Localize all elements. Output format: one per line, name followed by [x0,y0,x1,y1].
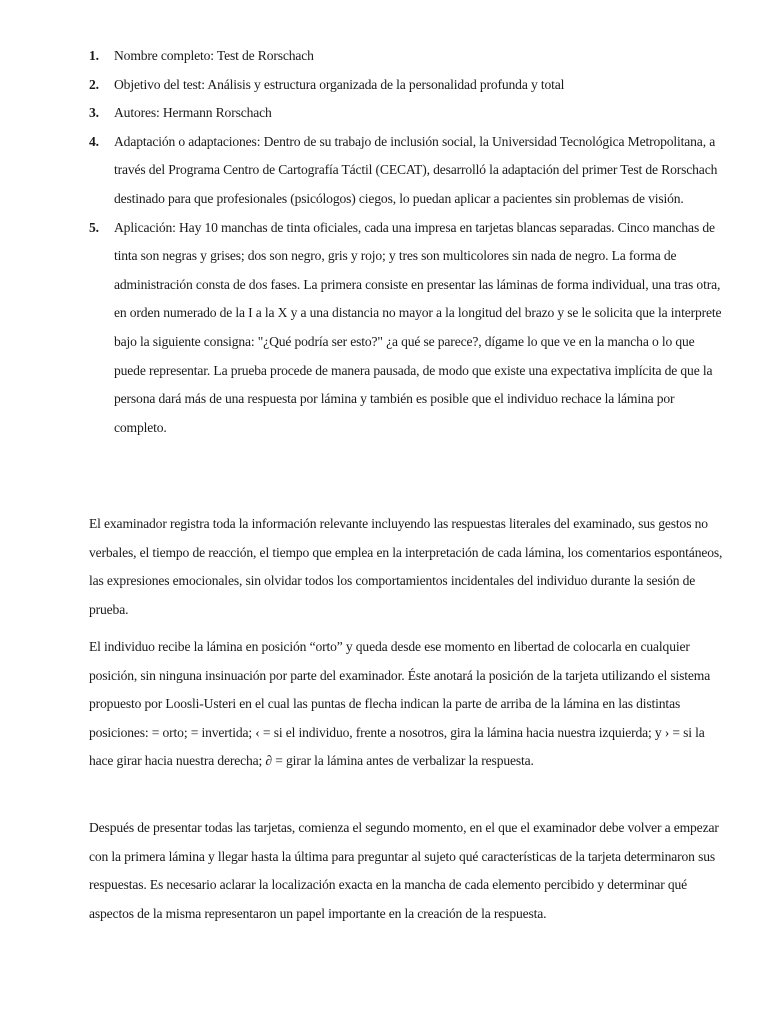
list-item [89,71,729,100]
body-paragraph: El individuo recibe la lámina en posición “orto” y queda desde ese momento en libertad de colocarla en cualquier posición, sin ninguna insinuación por parte del examinador. Éste anotará la posición de la tarjeta utilizando el sistema propuesto por Loosli-Usteri en el cual las puntas de flecha indican la parte de arriba de la lámina en las distintas posiciones: = orto; = invertida; ‹ = si el individuo, frente a nosotros, gira la lámina hacia nuestra izquierda; y › = si la hace girar hacia nuestra derecha; ∂ = girar la lámina antes de verbalizar la respuesta. [89,639,711,769]
list-item [89,42,729,71]
list-item-text: Aplicación: Hay 10 manchas de tinta oficiales, cada una impresa en tarjetas blancas separadas. Cinco manchas de tinta son negras y grises; dos son negro, gris y rojo; y tres son multicolores sin nada de negro. La forma de administración consta de dos fases. La primera consiste en presentar las láminas de forma individual, una tras otra, en orden numerado de la I a la X y a una distancia no mayor a la longitud del brazo y se le solicita que la interprete bajo la siguiente consigna: "¿Qué podría ser esto?" ¿a qué se parece?, dígame lo que ve en la mancha o lo que puede representar. La prueba procede de manera pausada, de modo que existe una expectativa implícita de que la persona dará más de una respuesta por lámina y también es posible que el individuo rechace la lámina por completo. [114,219,722,435]
body-paragraph: Después de presentar todas las tarjetas, comienza el segundo momento, en el que el examinador debe volver a empezar con la primera lámina y llegar hasta la última para preguntar al sujeto qué características de la tarjeta determinaron sus respuestas. Es necesario aclarar la localización exacta en la mancha de cada elemento percibido y determinar qué aspectos de la misma representaron un papel importante en la creación de la respuesta. [89,820,719,921]
list-item-number: 5. [89,219,99,235]
list-item [89,128,729,214]
list-item-number: 1. [89,48,99,63]
list-item-number: 3. [89,105,99,121]
numbered-list [89,42,729,442]
body-paragraph: El examinador registra toda la información relevante incluyendo las respuestas literales del examinado, sus gestos no verbales, el tiempo de reacción, el tiempo que emplea en la interpretación de cada lámina, los comentarios espontáneos, las expresiones emocionales, sin olvidar todos los comportamientos incidentales del individuo durante la sesión de prueba. [89,516,723,617]
list-item-text: Autores: Hermann Rorschach [114,105,272,121]
list-item [89,99,729,128]
list-item-text: Adaptación o adaptaciones: Dentro de su trabajo de inclusión social, la Universidad Tecnológica Metropolitana, a través del Programa Centro de Cartografía Táctil (CECAT), desarrolló la adaptación del primer Test de Rorschach destinado para que profesionales (psicólogos) ciegos, lo puedan aplicar a pacientes sin problemas de visión. [114,133,718,206]
list-item-text: Objetivo del test: Análisis y estructura organizada de la personalidad profunda y total [114,76,565,92]
list-item-number: 2. [89,76,99,92]
list-item [89,214,729,443]
list-item-number: 4. [89,133,99,149]
list-item-text: Nombre completo: Test de Rorschach [114,48,314,63]
